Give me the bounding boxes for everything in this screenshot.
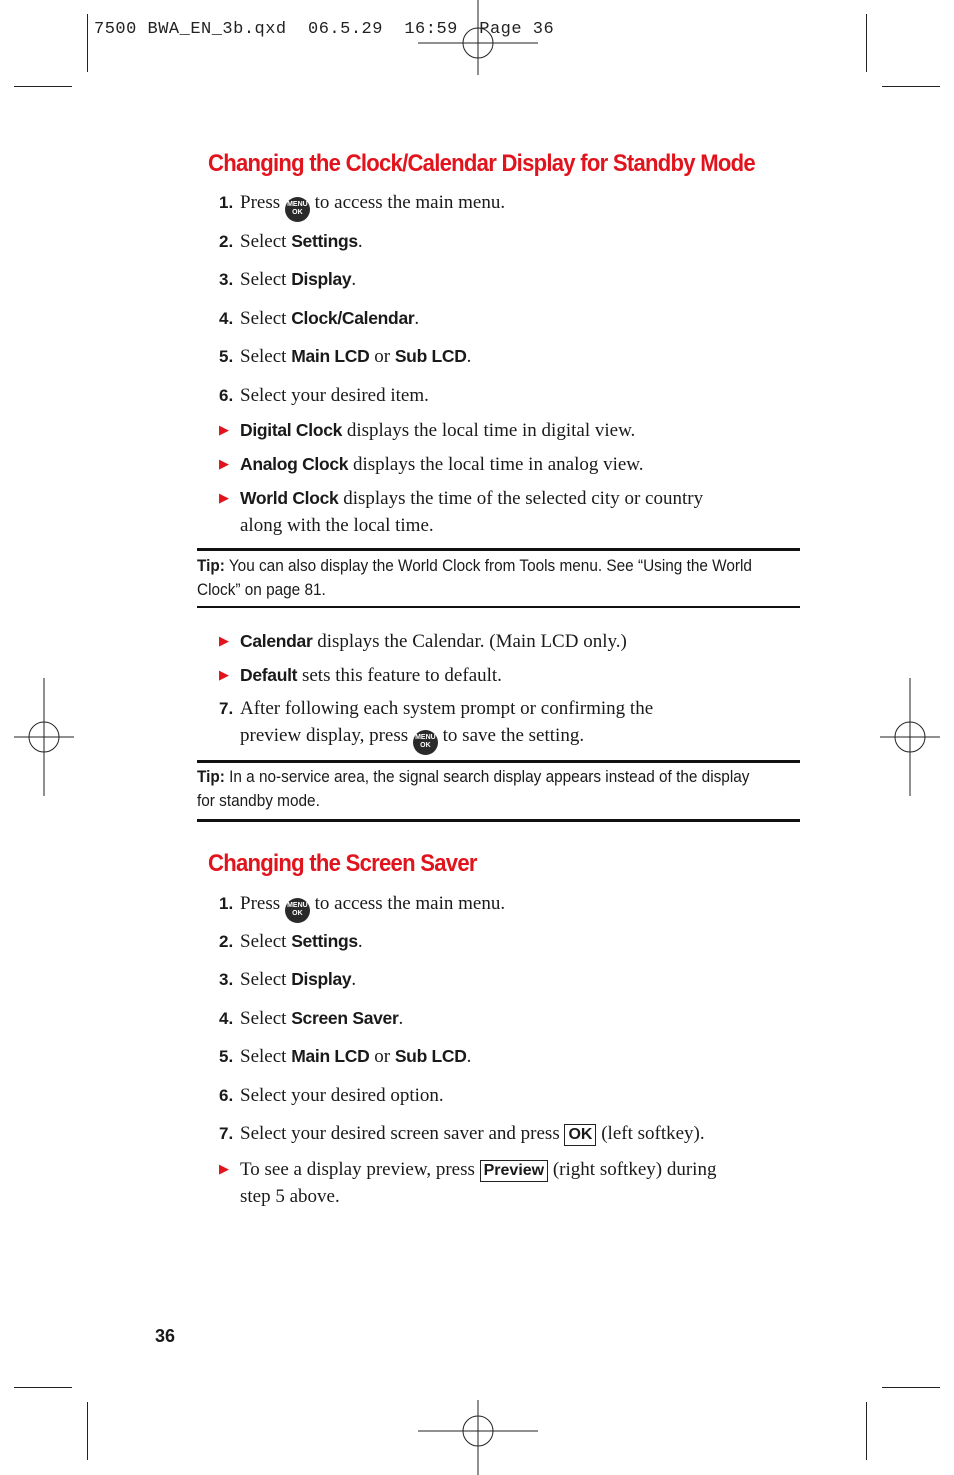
page-number: 36 <box>155 1326 176 1346</box>
bullet-triangle-icon: ▶ <box>219 667 229 682</box>
menu-ok-key-icon: MENU OK <box>285 898 310 923</box>
tip-rule-bottom <box>197 606 800 608</box>
bullet-preview: ▶ To see a display preview, press Preview (right softkey) during step 5 above. <box>219 1155 716 1210</box>
menu-item-main-lcd: Main LCD <box>291 346 370 366</box>
step-3: 3. Select Display. <box>219 969 357 990</box>
bullet-world-clock: ▶ World Clock displays the time of the selected city or country along with the local time. <box>219 484 703 539</box>
section-title-clock-calendar: Changing the Clock/Calendar Display for Standby Mode <box>208 150 755 177</box>
menu-item-display: Display <box>291 269 352 289</box>
bullet-digital-clock: ▶ Digital Clock displays the local time in digital view. <box>219 416 635 444</box>
section-title-screen-saver: Changing the Screen Saver <box>208 850 477 877</box>
step-5: 5. Select Main LCD or Sub LCD. <box>219 346 472 367</box>
menu-item-display: Display <box>291 969 352 989</box>
tip-rule-bottom <box>197 819 800 822</box>
registration-mark-left <box>14 678 74 796</box>
file-slug-header: 7500 BWA_EN_3b.qxd 06.5.29 16:59 Page 36 <box>94 20 555 39</box>
registration-mark-top <box>418 0 538 75</box>
menu-item-settings: Settings <box>291 931 358 951</box>
step-1: 1. Press MENU OK to access the main menu. <box>219 893 505 923</box>
step-4: 4. Select Clock/Calendar. <box>219 308 420 329</box>
tip-rule-top <box>197 548 800 551</box>
step-6: 6. Select your desired option. <box>219 1085 444 1106</box>
step-4: 4. Select Screen Saver. <box>219 1008 404 1029</box>
step-2: 2. Select Settings. <box>219 231 363 252</box>
bullet-analog-clock: ▶ Analog Clock displays the local time in analog view. <box>219 450 644 478</box>
menu-item-settings: Settings <box>291 231 358 251</box>
step-7: 7. Select your desired screen saver and press OK (left softkey). <box>219 1123 705 1144</box>
bullet-triangle-icon: ▶ <box>219 633 229 648</box>
bullet-triangle-icon: ▶ <box>219 422 229 437</box>
menu-ok-key-icon: MENU OK <box>413 730 438 755</box>
step-2: 2. Select Settings. <box>219 931 363 952</box>
step-6: 6. Select your desired item. <box>219 385 429 406</box>
step-5: 5. Select Main LCD or Sub LCD. <box>219 1046 472 1067</box>
menu-item-clock-calendar: Clock/Calendar <box>291 308 415 328</box>
preview-softkey: Preview <box>480 1160 548 1182</box>
menu-item-sub-lcd: Sub LCD <box>394 1046 467 1066</box>
registration-mark-bottom <box>418 1400 538 1475</box>
bullet-default: ▶ Default sets this feature to default. <box>219 661 502 689</box>
registration-mark-right <box>880 678 940 796</box>
menu-item-screen-saver: Screen Saver <box>291 1008 399 1028</box>
bullet-calendar: ▶ Calendar displays the Calendar. (Main LCD only.) <box>219 627 627 655</box>
ok-softkey: OK <box>564 1124 596 1146</box>
menu-ok-key-icon: MENU OK <box>285 197 310 222</box>
tip-world-clock: Tip: You can also display the World Clock from Tools menu. See “Using the World Clock” on page 81. <box>197 557 752 599</box>
step-7: 7. After following each system prompt or confirming the preview display, press MENU OK to save the setting. <box>219 695 653 755</box>
step-3: 3. Select Display. <box>219 269 357 290</box>
bullet-triangle-icon: ▶ <box>219 456 229 471</box>
tip-no-service: Tip: In a no-service area, the signal search display appears instead of the display for standby mode. <box>197 768 750 810</box>
menu-item-main-lcd: Main LCD <box>291 1046 370 1066</box>
bullet-triangle-icon: ▶ <box>219 1161 229 1176</box>
menu-item-sub-lcd: Sub LCD <box>394 346 467 366</box>
tip-rule-top <box>197 760 800 763</box>
step-1: 1. Press MENU OK to access the main menu. <box>219 192 505 222</box>
bullet-triangle-icon: ▶ <box>219 490 229 505</box>
